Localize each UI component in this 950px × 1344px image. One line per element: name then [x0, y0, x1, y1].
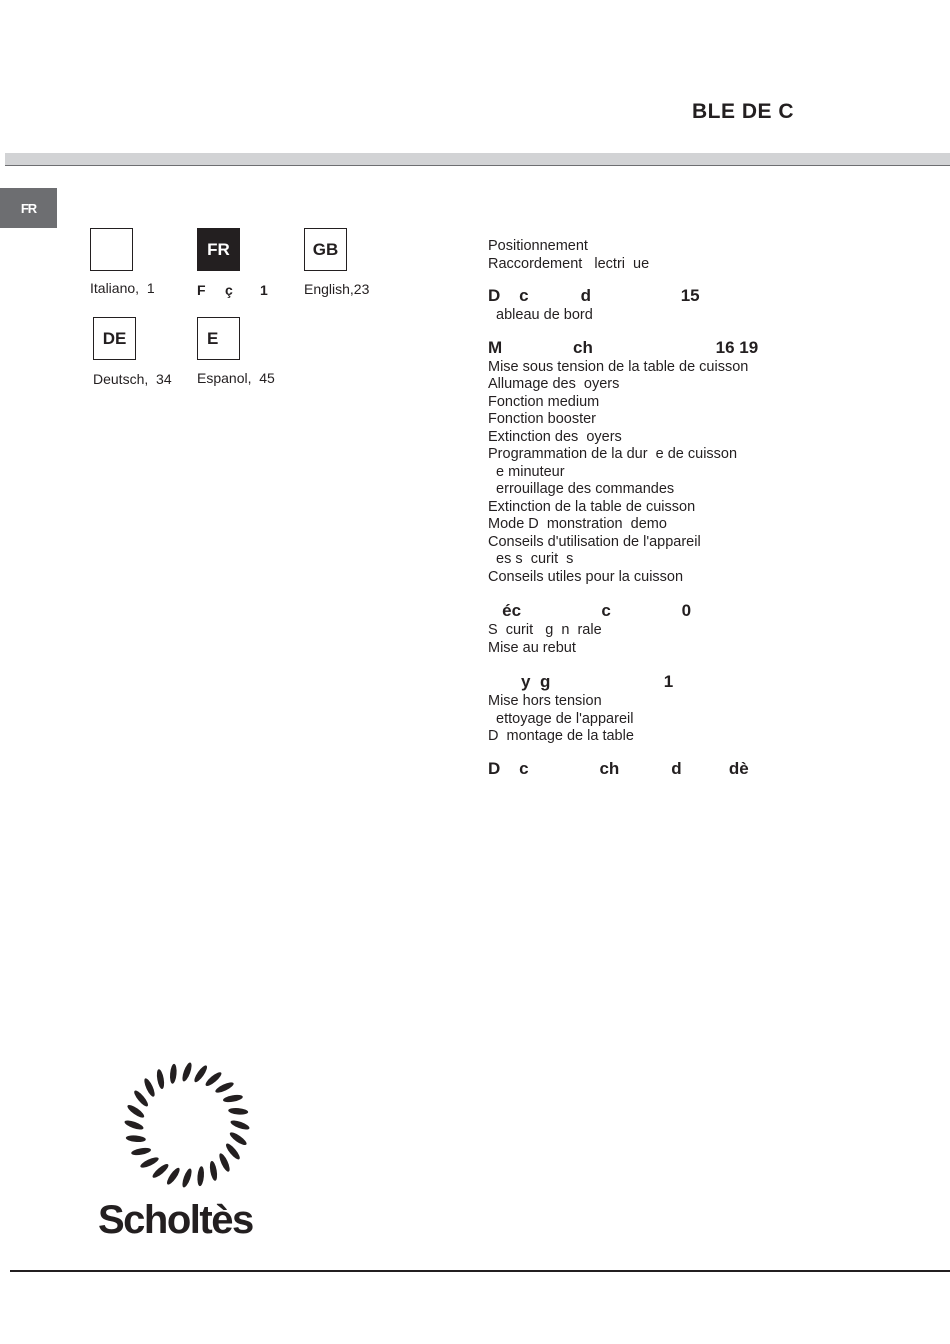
toc-item: ableau de bord — [488, 307, 593, 323]
toc-section-description — [488, 285, 928, 325]
toc-item: Programmation de la dur e de cuisson — [488, 446, 738, 462]
sunburst-petal — [131, 1147, 152, 1157]
toc-item: Fonction medium — [488, 393, 600, 410]
sunburst-petal — [169, 1064, 177, 1084]
sunburst-petal — [181, 1062, 194, 1083]
toc-item: Raccordement lectri ue — [488, 255, 650, 272]
toc-item: errouillage des commandes — [488, 481, 675, 497]
toc-heading: y g 1 — [488, 672, 674, 691]
sunburst-petal — [126, 1103, 146, 1120]
sunburst-petal — [124, 1119, 145, 1132]
lang-box-deutsch[interactable]: DE — [93, 317, 136, 360]
table-of-contents — [488, 238, 928, 792]
sunburst-petal — [156, 1069, 166, 1090]
toc-section-fiche-produit — [488, 758, 928, 780]
sunburst-petal — [228, 1130, 248, 1147]
sunburst-petal — [222, 1094, 243, 1104]
sunburst-petal — [142, 1077, 156, 1098]
toc-item: Extinction de la table de cuisson — [488, 498, 696, 515]
toc-item: S curit g n rale — [488, 622, 602, 638]
toc-item: Mise au rebut — [488, 639, 576, 656]
sunburst-petal — [224, 1142, 242, 1161]
toc-item: D montage de la table — [488, 728, 634, 744]
toc-heading: D c d 15 — [488, 286, 700, 305]
sunburst-petal — [151, 1162, 170, 1180]
toc-item: Mise sous tension de la table de cuisson — [488, 358, 749, 375]
toc-item: Mode D monstration demo — [488, 516, 667, 532]
toc-section-mise-en-marche — [488, 337, 928, 587]
toc-item: Allumage des oyers — [488, 376, 620, 392]
toc-section-precautions — [488, 600, 928, 657]
toc-item: e minuteur — [488, 463, 565, 480]
sunburst-petal — [181, 1168, 194, 1189]
sunburst-petal — [209, 1160, 219, 1181]
toc-item: es s curit s — [488, 551, 574, 567]
sunburst-petal — [228, 1107, 248, 1115]
toc-heading: D c ch d dè — [488, 758, 749, 778]
sunburst-petal — [132, 1089, 150, 1108]
lang-label-francais[interactable]: F ç 1 — [197, 282, 268, 298]
lang-label-deutsch[interactable]: Deutsch, 34 — [93, 371, 172, 387]
document-title: BLE DE C — [692, 100, 795, 123]
lang-box-italiano[interactable] — [90, 228, 133, 271]
sunburst-petal — [139, 1155, 160, 1169]
header-bar — [5, 153, 950, 166]
lang-label-espanol[interactable]: Espanol, 45 — [197, 370, 275, 386]
sunburst-petal — [165, 1166, 182, 1186]
toc-item: Extinction des oyers — [488, 428, 622, 445]
toc-heading: éc c 0 — [488, 601, 692, 620]
toc-item: Conseils d'utilisation de l'appareil — [488, 533, 701, 550]
brand-logo-wordmark: Scholtès — [98, 1198, 253, 1242]
sunburst-petal — [197, 1166, 205, 1186]
toc-section-nettoyage — [488, 671, 928, 746]
sunburst-logo-icon — [95, 1055, 280, 1195]
toc-item: Mise hors tension — [488, 693, 602, 709]
sunburst-petal — [204, 1070, 223, 1088]
sunburst-petal — [214, 1080, 235, 1094]
sunburst-petal — [230, 1119, 251, 1132]
lang-box-english[interactable]: GB — [304, 228, 347, 271]
sunburst-petal — [192, 1064, 209, 1084]
sunburst-petal — [126, 1135, 146, 1143]
lang-box-francais[interactable]: FR — [197, 228, 240, 271]
toc-section-installation — [488, 238, 928, 273]
toc-item: Fonction booster — [488, 411, 597, 427]
lang-label-italiano[interactable]: Italiano, 1 — [90, 280, 155, 296]
language-tab: FR — [0, 188, 57, 228]
lang-box-espanol[interactable]: E — [197, 317, 240, 360]
toc-item: ettoyage de l'appareil — [488, 710, 634, 727]
toc-item: Conseils utiles pour la cuisson — [488, 568, 684, 585]
toc-item: Positionnement — [488, 238, 588, 254]
sunburst-petal — [217, 1152, 231, 1173]
toc-heading: M ch 16 19 — [488, 337, 759, 357]
lang-label-english[interactable]: English,23 — [304, 281, 370, 297]
footer-rule — [10, 1270, 950, 1272]
